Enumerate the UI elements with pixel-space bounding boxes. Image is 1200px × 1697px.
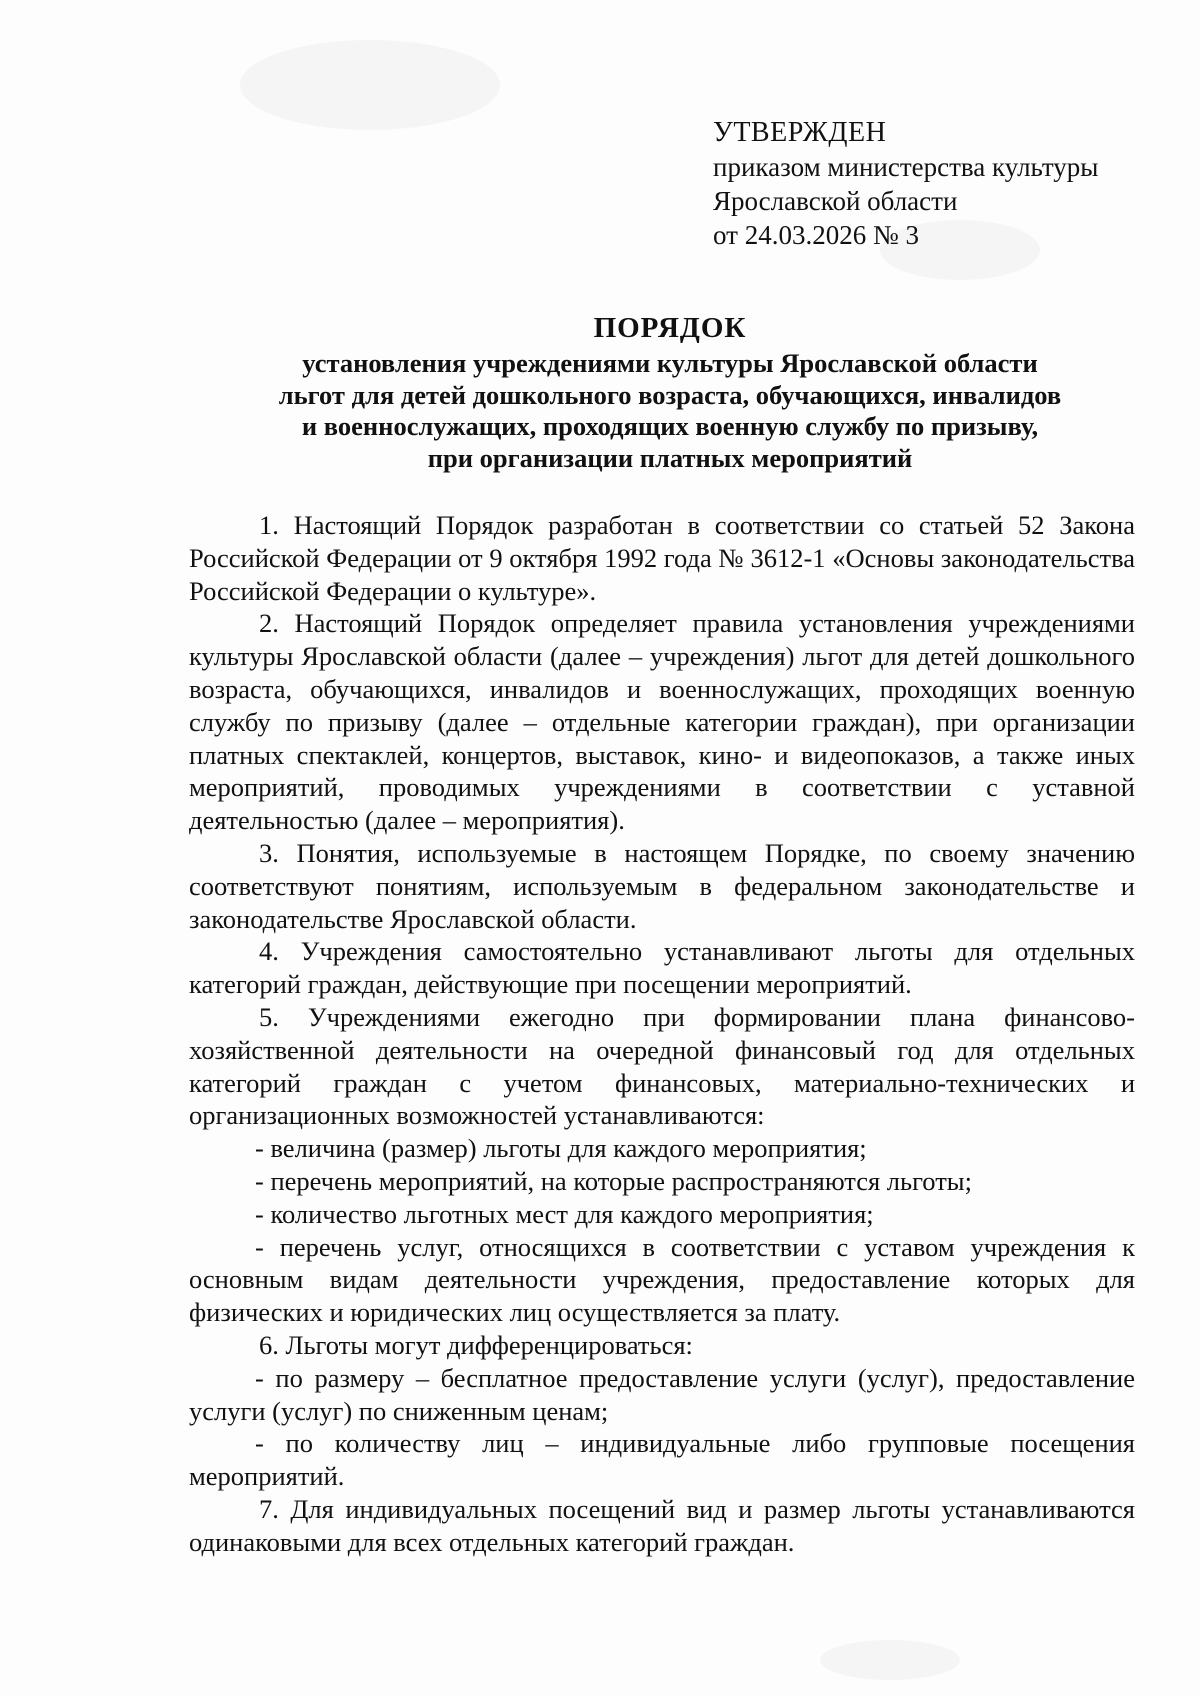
paragraph-7: 7. Для индивидуальных посещений вид и размер льготы устанавливаются одинаковыми для всех отдельных категорий граждан. xyxy=(189,1493,1135,1557)
list-item: - перечень услуг, относящихся в соответствии с уставом учреждения к основным видам деятельности учреждения, предоставление которых для физических и юридических лиц осуществляется за плату. xyxy=(189,1231,1135,1328)
approval-stamp-block xyxy=(713,116,1153,252)
list-item: - по количеству лиц – индивидуальные либо групповые посещения мероприятий. xyxy=(189,1428,1135,1492)
list-item: - перечень мероприятий, на которые распространяются льготы; xyxy=(255,1165,972,1196)
approval-heading: УТВЕРЖДЕН xyxy=(713,117,887,148)
approval-order-line: приказом министерства культуры xyxy=(713,152,1099,182)
paragraph-5: 5. Учреждениями ежегодно при формировании плана финансово-хозяйственной деятельности на очередной финансовый год для отдельных категорий граждан с учетом финансовых, материально-технических и организационных возможностей устанавливаются: xyxy=(189,1001,1135,1131)
document-title xyxy=(150,308,1190,474)
title-subline: и военнослужащих, проходящих военную службу по призыву, xyxy=(301,411,1039,441)
list-item: - величина (размер) льготы для каждого мероприятия; xyxy=(255,1133,867,1164)
list-item: - количество льготных мест для каждого мероприятия; xyxy=(255,1198,874,1229)
approval-date-number: от 24.03.2026 № 3 xyxy=(713,220,919,250)
title-subline: льгот для детей дошкольного возраста, обучающихся, инвалидов xyxy=(278,379,1062,410)
paragraph-1: 1. Настоящий Порядок разработан в соответствии со статьей 52 Закона Российской Федерации от 9 октября 1992 года № 3612-1 «Основы законодательства Российской Федерации о культуре». xyxy=(189,510,1135,606)
approval-region-line: Ярославской области xyxy=(713,186,958,216)
title-subline: установления учреждениями культуры Ярославской области xyxy=(302,348,1038,378)
scan-artifact xyxy=(240,40,500,130)
list-item: - по размеру – бесплатное предоставление услуги (услуг), предоставление услуги (услуг) по сниженным ценам; xyxy=(189,1362,1135,1426)
paragraph-2: 2. Настоящий Порядок определяет правила установления учреждениями культуры Ярославской области (далее – учреждения) льгот для детей дошкольного возраста, обучающихся, инвалидов и военнослужащих, проходящих военную службу по призыву (далее – отдельные категории граждан), при организации платных спектаклей, концертов, выставок, кино- и видеопоказов, а также иных мероприятий, проводимых учреждениями в соответствии с уставной деятельностью (далее – мероприятия). xyxy=(189,608,1135,836)
scan-artifact xyxy=(820,1640,960,1680)
paragraph-4: 4. Учреждения самостоятельно устанавливают льготы для отдельных категорий граждан, действующие при посещении мероприятий. xyxy=(189,936,1135,1000)
title-subline: при организации платных мероприятий xyxy=(427,442,913,473)
document-body xyxy=(189,509,1135,1559)
document-heading: ПОРЯДОК xyxy=(593,312,747,344)
paragraph-6: 6. Льготы могут дифференцироваться: xyxy=(259,1329,693,1360)
paragraph-3: 3. Понятия, используемые в настоящем Порядке, по своему значению соответствуют понятиям, используемым в федеральном законодательстве и законодательстве Ярославской области. xyxy=(189,837,1135,934)
